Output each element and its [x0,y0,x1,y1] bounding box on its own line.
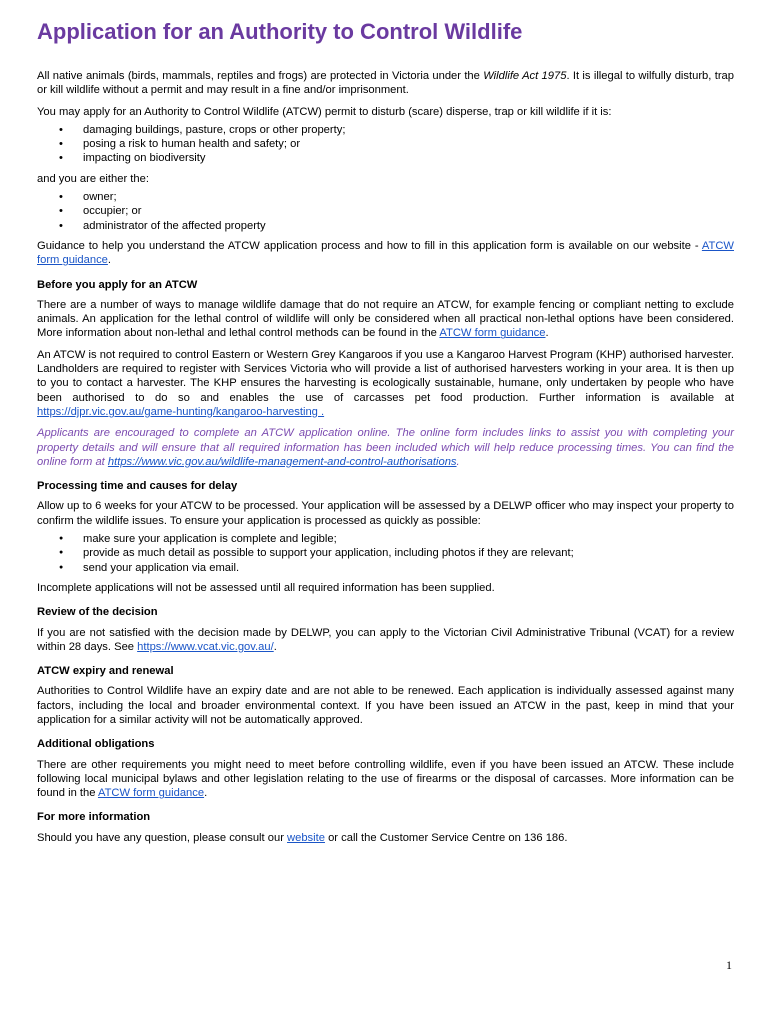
list-item: • occupier; or [83,204,734,218]
atcw-guidance-link[interactable]: ATCW form guidance [439,327,546,340]
more-info-text: Should you have any question, please consult our [37,831,288,844]
list-item: ● send your application via email. [83,561,734,575]
roles-list [37,190,734,233]
list-item: • damaging buildings, pasture, crops or other property; [83,123,734,137]
before-apply-p1-text-end: . [545,327,549,340]
atcw-guidance-link[interactable]: ATCW form guidance [97,787,205,800]
page-title: Application for an Authority to Control Wildlife [37,19,523,44]
page-number: 1 [726,958,732,972]
intro-p4-text: Guidance to help you understand the ATCW application process and how to fill in this application form is available on our website - [37,239,702,252]
review-text: If you are not satisfied with the decision made by DELWP, you can apply to the Victorian Civil Administrative Tribunal (VCAT) for a review within 28 days. See [37,626,734,653]
before-apply-paragraph-1 [37,298,734,341]
obligations-text-end: . [204,787,208,800]
obligations-text: There are other requirements you might need to meet before controlling wildlife, even if you have been issued an ATCW. These include following local municipal bylaws and other legislation relating to the use of firearms or the disposal of carcasses. More information can be found in the [37,758,734,800]
list-item: • posing a risk to human health and safety; or [83,137,734,151]
processing-tips-list [37,532,734,575]
obligations-heading: Additional obligations [37,738,155,751]
list-item: ● make sure your application is complete and legible; [83,532,734,546]
intro-p1-text-end: . It is illegal to wilfully disturb, trap or kill wildlife without a permit and may result in a fine and/or imprisonment. [37,70,734,97]
intro-p4-text-end: . [107,254,112,267]
intro-paragraph-2: You may apply for an Authority to Control Wildlife (ATCW) permit to disturb (scare) disperse, trap or kill wildlife if it is: [37,105,612,118]
list-item: • administrator of the affected property [83,219,734,233]
before-apply-heading: Before you apply for an ATCW [37,278,198,291]
kangaroo-harvesting-link[interactable]: https://djpr.vic.gov.au/game-hunting/kangaroo-harvesting . [37,405,325,418]
obligations-paragraph [37,758,734,801]
intro-paragraph-4 [37,239,734,268]
online-form-link[interactable]: https://www.vic.gov.au/wildlife-management-and-control-authorisations [107,455,457,468]
review-heading: Review of the decision [37,606,158,619]
more-info-heading: For more information [37,811,151,824]
callout-text: Applicants are encouraged to complete an ATCW application online. The online form includes links to assist you with completing your property details and will ensure that all required information has been included which will help reduce processing times. You can find the online form at [37,427,734,468]
atcw-guidance-link[interactable]: ATCW form guidance [37,239,734,267]
more-info-paragraph [37,831,734,845]
before-apply-p1-text: There are a number of ways to manage wildlife damage that do not require an ATCW, for example fencing or compliant netting to exclude animals. An application for the lethal control of wildlife will only be considered when all practical non-lethal options have been considered. More information about non-lethal and lethal control methods can be found in the [37,298,734,340]
callout-text-end: . [456,455,460,468]
document-body [37,69,734,852]
more-info-text-end: or call the Customer Service Centre on 136 186. [324,831,568,844]
intro-paragraph-3: and you are either the: [37,172,149,185]
intro-paragraph-1 [37,69,734,98]
reasons-list [37,123,734,166]
review-paragraph [37,626,734,655]
processing-paragraph-2: Incomplete applications will not be assessed until all required information has been supplied. [37,581,495,594]
list-item: ● provide as much detail as possible to support your application, including photos if they are relevant; [83,546,734,560]
expiry-paragraph: Authorities to Control Wildlife have an expiry date and are not able to be renewed. Each application is individually assessed against many factors, including the local and broader environmental context. If you have been issued an ATCW in the past, keep in mind that your application for a similar activity will not be automatically approved. [37,685,734,726]
expiry-heading: ATCW expiry and renewal [37,665,174,678]
list-item: • impacting on biodiversity [83,151,734,165]
intro-p1-text: All native animals (birds, mammals, reptiles and frogs) are protected in Victoria under the [37,70,484,82]
before-apply-paragraph-2 [37,348,734,419]
processing-heading: Processing time and causes for delay [37,480,238,493]
processing-paragraph-1: Allow up to 6 weeks for your ATCW to be processed. Your application will be assessed by a DELWP officer who may inspect your property to confirm the wildlife issues. To ensure your application is processed as quickly as possible: [37,500,734,527]
list-item: • owner; [83,190,734,204]
before-apply-p2-text: An ATCW is not required to control Eastern or Western Grey Kangaroos if you use a Kangaroo Harvest Program (KHP) authorised harvester. Landholders are required to register with Services Victoria who will provide a list of authorised harvesters working in your area. It is then up to you to contact a harvester. The KHP ensures the harvesting is ecologically sustainable, humane, only undertaken by people who have been authorised to do so and enables the use of carcasses pet food production. Further information is available at [37,348,734,404]
wildlife-act-title: Wildlife Act 1975 [483,70,567,82]
review-text-end: . [273,640,277,653]
online-application-callout [37,426,734,469]
website-link[interactable]: website [287,831,325,844]
vcat-link[interactable]: https://www.vcat.vic.gov.au/ [137,640,274,653]
